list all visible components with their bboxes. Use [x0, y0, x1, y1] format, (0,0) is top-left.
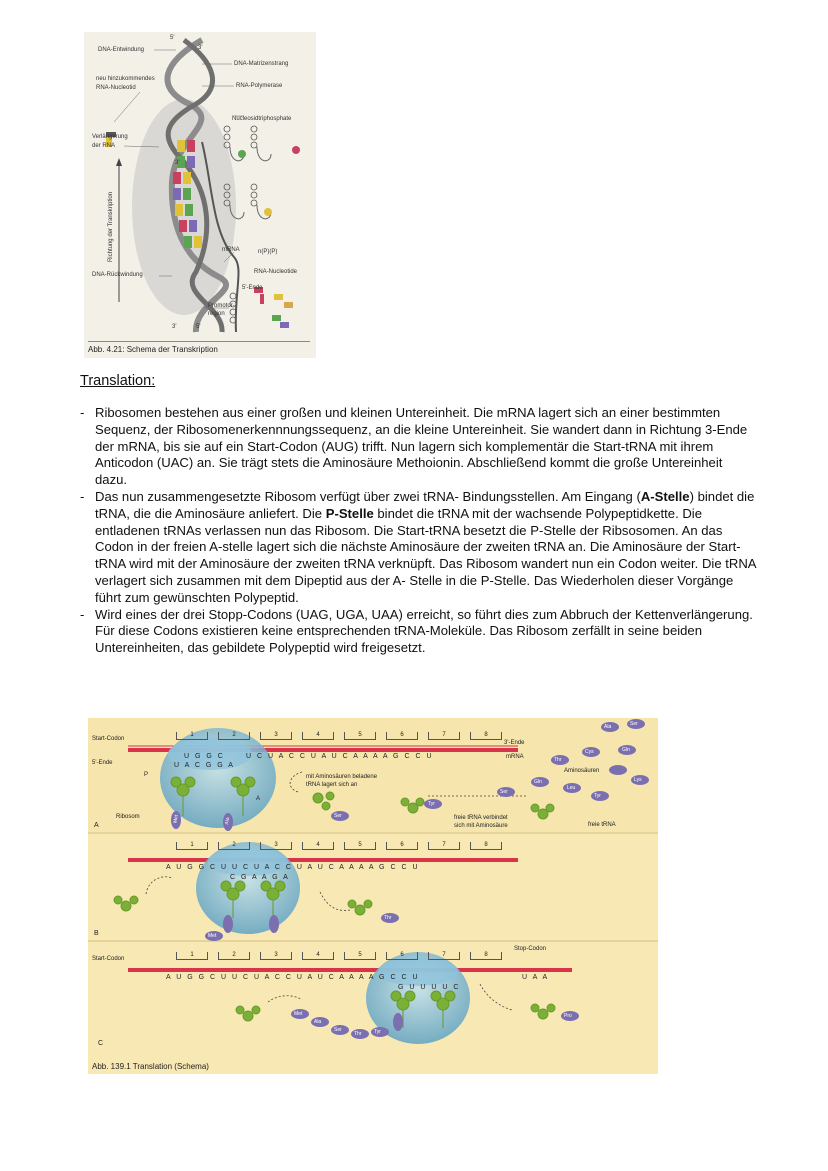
bullet-item [78, 489, 758, 607]
amino-acid-thr-c: Thr [354, 1031, 362, 1037]
amino-acid-leu: Leu [567, 785, 576, 791]
codon-number: 4 [302, 952, 334, 960]
amino-acid-ser-c: Ser [334, 1027, 342, 1033]
panel-letter-c: C [98, 1040, 104, 1047]
amino-acid-met-b: Met [208, 933, 217, 939]
amino-acid-ser-free: Ser [500, 789, 508, 795]
amino-acid-thr-b: Thr [384, 915, 392, 921]
label-stop-codon: Stop-Codon [514, 946, 547, 952]
amino-acid-thr: Thr [554, 757, 562, 763]
amino-acid-ala-free: Ala [604, 724, 612, 730]
codon-number: 7 [428, 952, 460, 960]
sequence-b: A U G G C U U C U A C C U A U C A A A A G C C U [166, 864, 420, 871]
amino-acid-tyr-free: Tyr [594, 793, 601, 799]
amino-acid-ser-top: Ser [630, 721, 638, 727]
bold-term-p-stelle: P-Stelle [325, 505, 374, 521]
label-start-codon-a: Start-Codon [92, 736, 125, 742]
codon-number: 2 [218, 952, 250, 960]
codon-number: 4 [302, 732, 334, 740]
label-freie-trna: freie tRNA [588, 822, 616, 828]
label-three-prime-top: 3' [198, 45, 203, 51]
label-ribosom: Ribosom [116, 814, 140, 820]
amino-acid-tyr: Tyr [428, 801, 435, 807]
label-freie-verbindet-1: freie tRNA verbindet [454, 815, 508, 821]
bullet-item: - Wird eines der drei Stopp-Codons (UAG, UGA, UAA) erreicht, so führt dies zum Abbruch der Kettenverlängerung. Für diese Codons existieren keine entsprechenden tRNA-Moleküle. Das Ribosom zerfällt in seine beiden Untereinheiten, das gebildete Polypeptid wird freigesetzt. [78, 607, 758, 657]
label-neu-nucleotid-1: neu hinzukommendes [96, 76, 155, 82]
label-mrna: mRNA [222, 247, 240, 253]
label-rna-polymerase: RNA-Polymerase [236, 83, 283, 89]
label-dna-rueckwindung: DNA-Rückwindung [92, 272, 143, 278]
sequence-a-outside: U C U A C C U A U C A A A A G C C U [246, 753, 434, 760]
panel-letter-b: B [94, 930, 99, 937]
codon-number: 1 [176, 732, 208, 740]
amino-acid-pro: Pro [564, 1013, 572, 1019]
codon-number: 7 [428, 732, 460, 740]
label-five-prime-top: 5' [170, 35, 175, 41]
label-mrna: mRNA [506, 754, 524, 760]
amino-acid-ala-c: Ala [314, 1019, 322, 1025]
amino-acid-met-c: Met [294, 1011, 303, 1017]
label-mit-aa-1: mit Aminosäuren beladene [306, 774, 378, 780]
amino-acid-tyr-c: Tyr [374, 1029, 381, 1035]
bold-term-a-stelle: A-Stelle [640, 488, 690, 504]
label-three-end: 3'-Ende [504, 740, 525, 746]
codon-number: 1 [176, 952, 208, 960]
caption-divider [88, 341, 310, 342]
label-start-codon-c: Start-Codon [92, 956, 125, 962]
label-promotor-1: Promotor- [208, 303, 235, 309]
amino-acid-cys: Cys [585, 749, 594, 755]
figure2-caption: Abb. 139.1 Translation (Schema) [92, 1062, 209, 1071]
translation-bullet-list [78, 405, 758, 657]
label-three-prime-bottom: 3' [172, 324, 177, 330]
amino-acid-met: Met [172, 814, 180, 824]
amino-acid-ala: Ala [224, 816, 232, 826]
translation-figure [88, 718, 658, 1074]
bullet-item: - Ribosomen bestehen aus einer großen und kleinen Untereinheit. Die mRNA lagert sich an einer bestimmten Sequenz, der Ribosomenerkennnungssequenz, an die kleine Untereinheit. Sie wandert dann in Richtung 3-Ende der mRNA, bis sie auf ein Start-Codon (AUG) trifft. Nun lagern sich komplementär die Start-tRNA mit ihrem Anticodon (UAC) an. Sie trägt stets die Aminosäure Methoionin. Abschließend kommt die große Untereinheit dazu. [78, 405, 758, 489]
label-freie-verbindet-2: sich mit Aminosäure [454, 823, 508, 829]
label-promotor-2: region [208, 311, 225, 317]
codon-number: 5 [344, 952, 376, 960]
codon-number: 7 [428, 842, 460, 850]
panel-letter-a: A [94, 822, 99, 829]
codon-number: 6 [386, 842, 418, 850]
amino-acid-gln: Gln [622, 747, 630, 753]
label-five-end: 5'-Ende [92, 760, 113, 766]
stop-sequence: U A A [522, 974, 550, 981]
label-aminosaeuren: Aminosäuren [564, 768, 600, 774]
codon-number: 6 [386, 952, 418, 960]
label-five-prime-bottom: 5' [196, 324, 201, 330]
sequence-c: A U G G C U U C U A C C U A U C A A A A G C C U [166, 974, 420, 981]
codon-number: 3 [260, 952, 292, 960]
sequence-a-inside: U G G C [184, 753, 225, 760]
label-verlaengerung-2: der RNA [92, 143, 116, 149]
codon-number: 2 [218, 732, 250, 740]
amino-acid-lys: Lys [634, 777, 642, 783]
codon-number: 5 [344, 842, 376, 850]
codon-number: 2 [218, 842, 250, 850]
label-dna-entwindung: DNA-Entwindung [98, 47, 145, 53]
label-neu-nucleotid-2: RNA-Nucleotid [96, 85, 136, 91]
codon-number: 8 [470, 732, 502, 740]
codon-number: 8 [470, 952, 502, 960]
codon-number: 4 [302, 842, 334, 850]
bullet-text: bindet die tRNA mit der wachsende Polypeptidkette. Die entladenen tRNAs verlassen nun das Ribosom. Die Start-tRNA besetzt die P-Stelle der Ribsosomen. An das Codon in der freien A-stelle lagert sich die nächste Aminosäure der zweiten tRNA an. Die Aminosäure der Start-tRNA wird mit der Aminosäure der zweiten tRNA verknüpft. Das Ribosom wandert nun ein Codon weiter. Die tRNA verlagert sich zusammen mit dem Dipeptid aus der A- Stelle in die P-Stelle. Das Wiederholen dieser Vorgänge führt zum gewünschten Polypeptid. [95, 505, 756, 605]
label-richtung-transkription: Richtung der Transkription [108, 191, 114, 263]
codon-number: 3 [260, 732, 292, 740]
label-rna-nucleotide: RNA-Nucleotide [254, 269, 298, 275]
codon-number: 6 [386, 732, 418, 740]
transcription-figure [84, 32, 316, 358]
translation-heading: Translation: [80, 373, 156, 389]
codon-number: 8 [470, 842, 502, 850]
codon-number: 3 [260, 842, 292, 850]
codon-number: 5 [344, 732, 376, 740]
label-p-site: P [144, 772, 149, 778]
label-a-site: A [256, 796, 261, 802]
bullet-text: Das nun zusammengesetzte Ribosom verfügt über zwei tRNA- Bindungsstellen. Am Eingang ( [95, 488, 641, 504]
codon-number: 1 [176, 842, 208, 850]
figure1-caption: Abb. 4.21: Schema der Transkription [88, 345, 218, 354]
bullet-text: ) bindet die tRNA, die die Aminosäure anliefert. Die [95, 488, 755, 521]
label-verlaengerung-1: Verlängerung [92, 134, 128, 140]
label-npp: n(P)(P) [258, 249, 278, 255]
label-five-end: 5'-Ende [242, 285, 263, 291]
amino-acid-gln-free: Gln [534, 779, 542, 785]
label-dna-matrizenstrang: DNA-Matrizenstrang [234, 61, 289, 67]
label-nucleosidtriphosphate: Nucleosidtriphosphate [232, 116, 292, 122]
label-mit-aa-2: tRNA lagert sich an [306, 782, 358, 788]
anticodon-b: C G A A G A [230, 874, 290, 881]
amino-acid-ser: Ser [334, 813, 342, 819]
label-three-prime-mid: 3' [175, 160, 180, 166]
anticodon-c: G U U U U C [398, 984, 461, 991]
anticodon-a: U A C G G A [174, 762, 235, 769]
